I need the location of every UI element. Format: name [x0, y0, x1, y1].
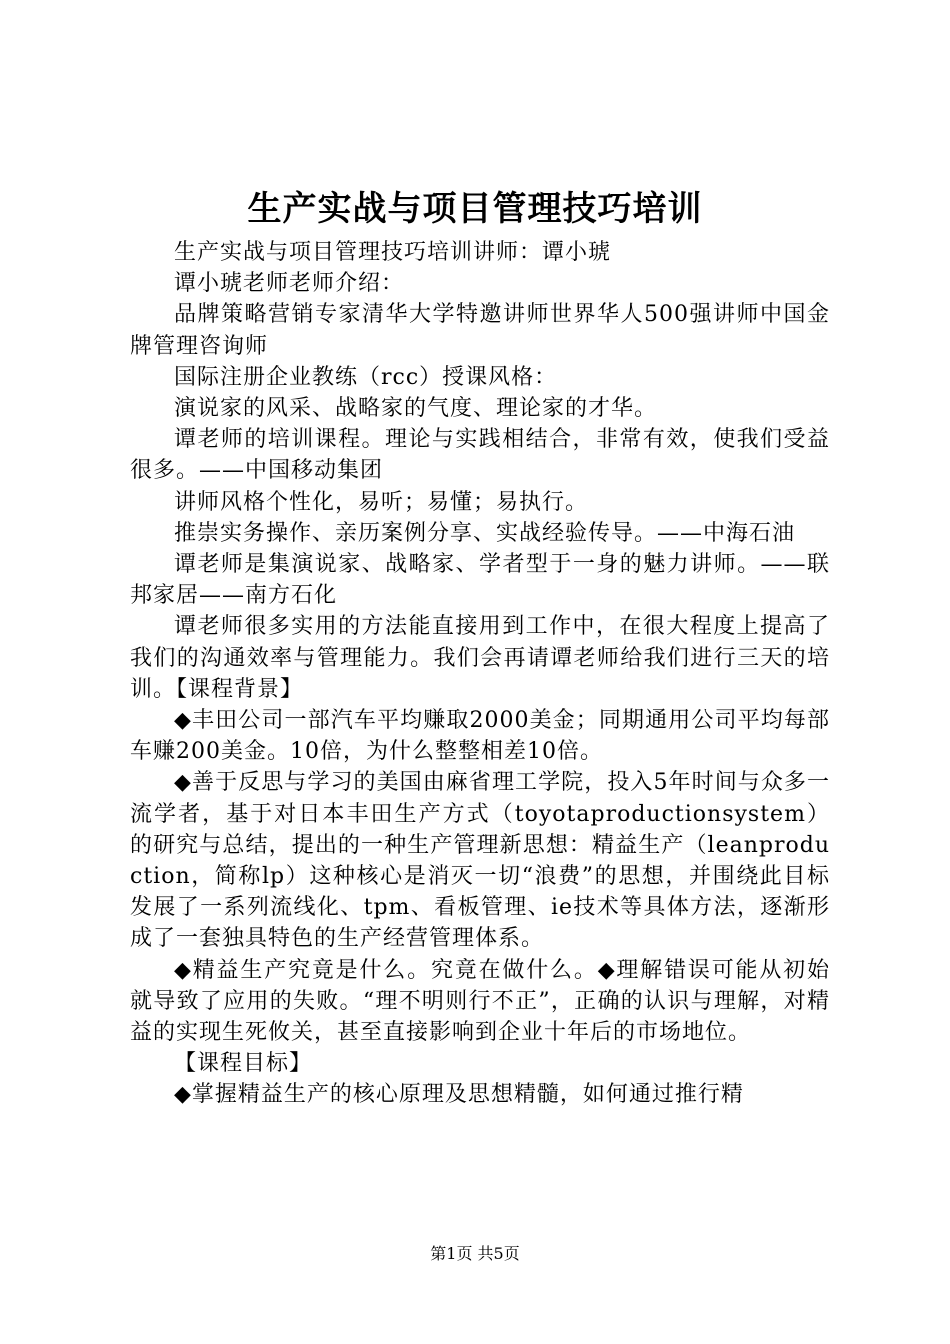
- paragraph: 推崇实务操作、亲历案例分享、实战经验传导。——中海石油: [174, 520, 796, 546]
- page-footer: 第1页 共5页: [430, 1244, 520, 1263]
- document-body: [130, 237, 830, 1111]
- document-title: 生产实战与项目管理技巧培训: [247, 189, 703, 229]
- paragraph: 生产实战与项目管理技巧培训讲师：谭小琥: [174, 240, 612, 265]
- paragraph: 品牌策略营销专家清华大学特邀讲师世界华人500强讲师中国金牌管理咨询师: [130, 302, 830, 359]
- paragraph: ◆精益生产究竟是什么。究竟在做什么。◆理解错误可能从初始就导致了应用的失败。“理不明则行不正”，正确的认识与理解，对精益的实现生死攸关，甚至直接影响到企业十年后的市场地位。: [130, 957, 830, 1046]
- paragraph: 国际注册企业教练（rcc）授课风格：: [174, 364, 558, 390]
- paragraph: ◆掌握精益生产的核心原理及思想精髓，如何通过推行精: [174, 1082, 744, 1108]
- paragraph: ◆善于反思与学习的美国由麻省理工学院，投入5年时间与众多一流学者，基于对日本丰田生产方式（toyotaproductionsystem）的研究与总结，提出的一种生产管理新思想：精益生产（leanproduction，简称lp）这种核心是消灭一切“浪费”的思想，并围绕此目标发展了一系列流线化、tpm、看板管理、ie技术等具体方法，逐渐形成了一套独具特色的生产经营管理体系。: [130, 770, 830, 952]
- paragraph: ◆丰田公司一部汽车平均赚取2000美金；同期通用公司平均每部车赚200美金。10倍，为什么整整相差10倍。: [130, 708, 830, 765]
- paragraph: 谭老师很多实用的方法能直接用到工作中，在很大程度上提高了我们的沟通效率与管理能力。我们会再请谭老师给我们进行三天的培训。【课程背景】: [130, 614, 830, 702]
- paragraph: 【课程目标】: [174, 1051, 313, 1077]
- paragraph: 讲师风格个性化，易听；易懂；易执行。: [174, 489, 589, 515]
- paragraph: 谭小琥老师老师介绍：: [174, 271, 405, 297]
- paragraph: 谭老师是集演说家、战略家、学者型于一身的魅力讲师。——联邦家居——南方石化: [130, 552, 830, 609]
- paragraph: 演说家的风采、战略家的气度、理论家的才华。: [174, 396, 658, 422]
- paragraph: 谭老师的培训课程。理论与实践相结合，非常有效，使我们受益很多。——中国移动集团: [130, 427, 830, 484]
